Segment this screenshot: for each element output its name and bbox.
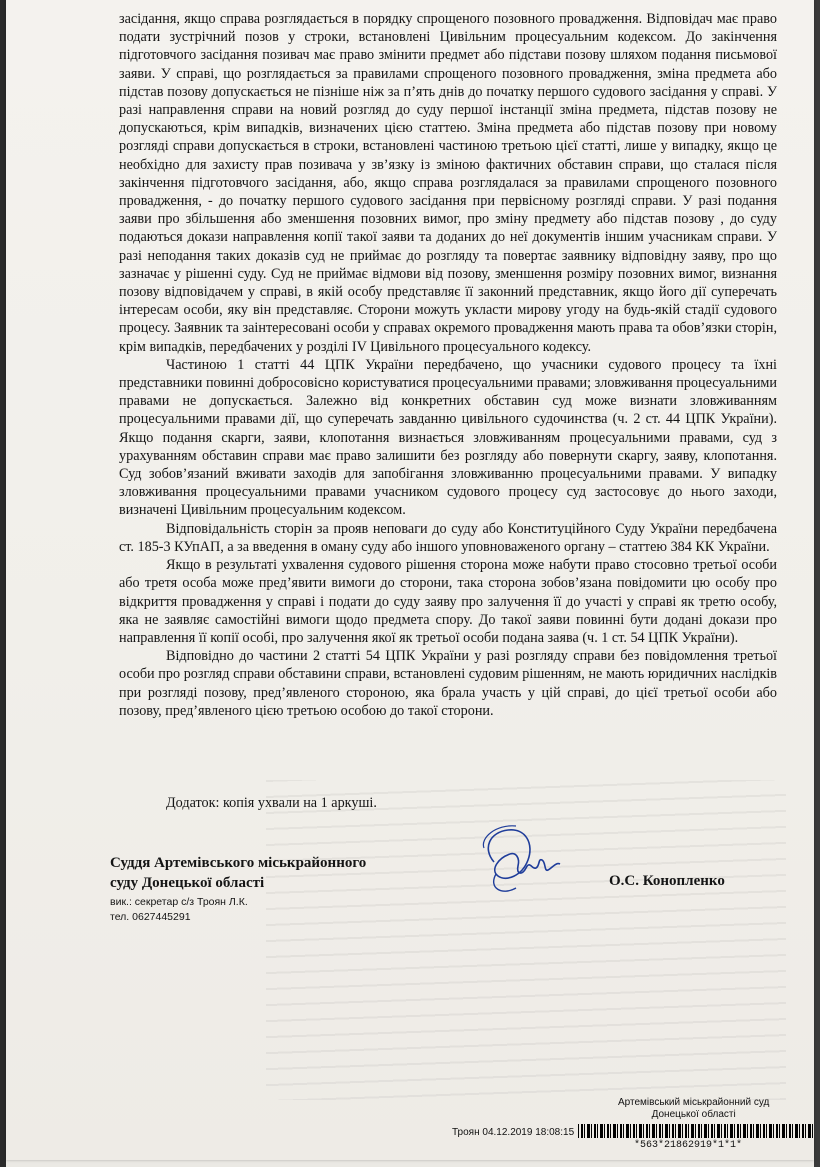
judge-title-line1: Суддя Артемівського міськрайонного <box>110 855 367 871</box>
executor-info <box>110 895 248 925</box>
stamp-court-line1: Артемівський міськрайонний суд <box>618 1097 770 1108</box>
paragraph-3: Відповідальність сторін за прояв неповаги до суду або Конституційного Суду України передбачена ст. 185-3 КУпАП, а за введення в оману суду або іншого уповноваженого органу – статтею 384 КК України. <box>119 520 777 555</box>
executor-line: вик.: секретар с/з Троян Л.К. <box>110 896 248 908</box>
stamp-court-line2: Донецької області <box>651 1109 736 1120</box>
document-body <box>119 10 777 720</box>
barcode <box>578 1124 814 1138</box>
paragraph-5: Відповідно до частини 2 статті 54 ЦПК України у разі розгляду справи без повідомлення третьої особи про розгляд справи обставини справи, встановлені судовим рішенням, не мають юридичних наслідків при розгляді позову, пред’явленого стороною, яка брала участь у цій справі, до цієї третьої особи або позову, пред’явленого цією третьою особою до такої сторони. <box>119 648 777 719</box>
paragraph-2: Частиною 1 статті 44 ЦПК України передбачено, що учасники судового процесу та їхні представники повинні добросовісно користуватися процесуальними правами; зловживання процесуальними правами не допускається. Залежно від конкретних обставин суд може визнати зловживанням процесуальними правами дії, що суперечать завданню цивільного судочинства (ч. 2 ст. 44 ЦПК України). Якщо подання скарги, заяви, клопотання визнається зловживанням процесуальними правами, суд з урахуванням обставин справи має право залишити без розгляду або повернути скаргу, заяву, клопотання. Суд зобов’язаний вживати заходів для запобігання зловживанню процесуальними правами. У випадку зловживання процесуальними правами учасником судового процесу суд застосовує до нього заходи, визначені Цивільним процесуальним кодексом. <box>119 356 777 519</box>
judge-title-line2: суду Донецької області <box>110 875 265 891</box>
barcode-number: *563*21862919*1*1* <box>634 1140 743 1151</box>
paragraph-4: Якщо в результаті ухвалення судового рішення сторона може набути право стосовно третьої особи або третя особа може пред’явити вимоги до сторони, така сторона зобов’язана повідомити цю особу про відкриття провадження у справі і подати до суду заяву про залучення її до участі у справі як третю особу, яка не заявляє самостійні вимоги щодо предмета спору. До такої заяви повинні бути додані докази про направлення її копії особі, про залучення якої як третьої особи подана заява (ч. 1 ст. 54 ЦПК України). <box>119 557 777 646</box>
phone-line: тел. 0627445291 <box>110 911 191 923</box>
judge-title <box>110 853 366 893</box>
scan-right-edge <box>814 0 820 1167</box>
attachment-note: Додаток: копія ухвали на 1 аркуші. <box>166 795 377 811</box>
registration-timestamp: Троян 04.12.2019 18:08:15 <box>452 1127 575 1138</box>
judge-name: О.С. Конопленко <box>609 873 725 889</box>
document-page <box>6 0 814 1160</box>
paragraph-1: засідання, якщо справа розглядається в порядку спрощеного позовного провадження. Відповідач має право подати зустрічний позов у строки, встановлені Цивільним процесуальним кодексом. До закінчення підготовчого засідання позивач має право змінити предмет або підстави позову шляхом подання письмової заяви. У справі, що розглядається за правилами спрощеного позовного провадження, зміна предмета або підстав позову допускається не пізніше ніж за п’ять днів до початку першого судового засідання у справі. У разі направлення справи на новий розгляд до суду першої інстанції зміна предмета, підстав позову не допускаються, крім випадків, визначених цією статтею. Зміна предмета або підстав позову при новому розгляді справи допускається в строки, встановлені частиною третьою цієї статті, лише у випадку, якщо це необхідно для захисту прав позивача у зв’язку із зміною фактичних обставин справи, що сталася після закінчення підготовчого засідання, або, якщо справа розглядалася за правилами спрощеного позовного провадження, - до початку першого судового засідання при первісному розгляді справи. У разі подання заяви про збільшення або зменшення позовних вимог, про зміну предмету або підстав позову , до суду подаються докази направлення копії такої заяви та доданих до неї документів іншим учасникам справи. У разі неподання таких доказів суд не приймає до розгляду та повертає заявнику відповідну заяву, про що зазначає у рішенні суду. Суд не приймає відмови від позову, зменшення розміру позовних вимог, визнання позову відповідачем у справі, в якій особу представляє її законний представник, якщо його дії суперечать інтересам особи, яку він представляє. Сторони можуть укласти мирову угоду на будь-якій стадії судового процесу. Заявник та заінтересовані особи у справах окремого провадження мають права та обов’язки сторін, крім випадків, передбачених у розділі IV Цивільного процесуального кодексу. <box>119 11 777 355</box>
registration-stamp-court <box>618 1097 769 1121</box>
handwritten-signature <box>476 818 576 903</box>
